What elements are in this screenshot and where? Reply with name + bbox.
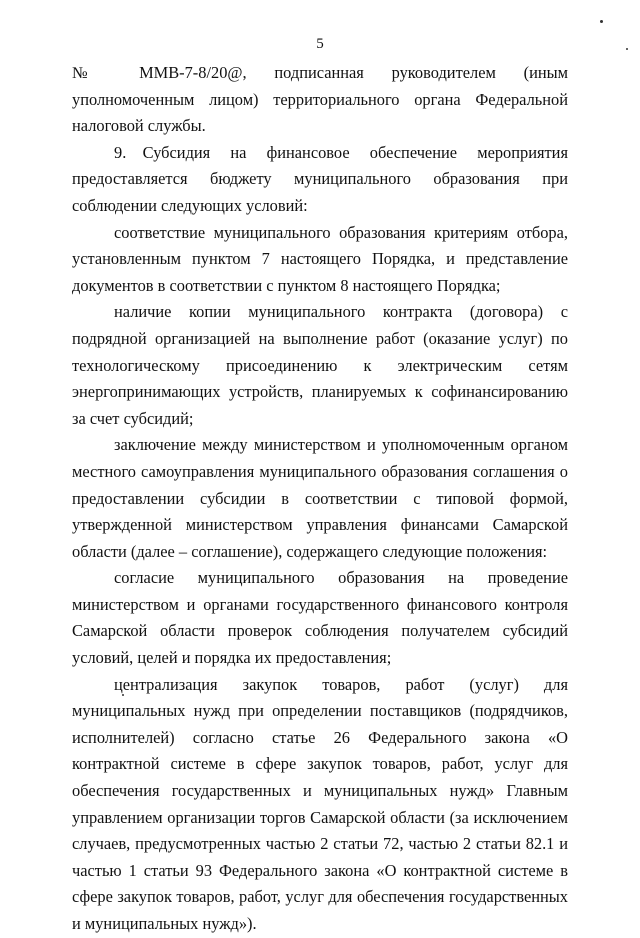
document-body <box>72 60 568 938</box>
paragraph-condition-criteria: соответствие муниципального образования критериям отбора, установленным пунктом 7 настоящего Порядка, и представление документов в соответствии с пунктом 8 настоящего Порядка; <box>72 222 568 295</box>
paragraph-condition-contract: наличие копии муниципального контракта (договора) с подрядной организацией на выполнение работ (оказание услуг) по технологическому присоединению к электрическим сетям энергопринимающих устройств, планируемых к софинансированию за счет субсидий; <box>72 302 568 428</box>
scan-speck <box>626 48 628 50</box>
paragraph-provision-consent: согласие муниципального образования на проведение министерством и органами государственного финансового контроля Самарской области проверок соблюдения получателем субсидий условий, целей и порядка их предоставления; <box>72 568 568 668</box>
paragraph-continuation: № ММВ-7-8/20@, подписанная руководителем (иным уполномоченным лицом) территориального органа Федеральной налоговой службы. <box>72 63 568 136</box>
paragraph-condition-agreement: заключение между министерством и уполномоченным органом местного самоуправления муниципального образования соглашения о предоставлении субсидии в соответствии с типовой формой, утвержденной министерством управления финансами Самарской области (далее – соглашение), содержащего следующие положения: <box>72 435 568 561</box>
scan-speck <box>600 20 603 23</box>
page-number: 5 <box>316 36 324 52</box>
scan-speck <box>122 694 124 696</box>
paragraph-provision-procurement: централизация закупок товаров, работ (услуг) для муниципальных нужд при определении поставщиков (подрядчиков, исполнителей) согласно статье 26 Федерального закона «О контрактной системе в сфере закупок товаров, работ, услуг для обеспечения государственных и муниципальных нужд» Главным управлением организации торгов Самарской области (за исключением случаев, предусмотренных частью 2 статьи 72, частью 2 статьи 82.1 и частью 1 статьи 93 Федерального закона «О контрактной системе в сфере закупок товаров, работ, услуг для обеспечения государственных и муниципальных нужд»). <box>72 674 568 933</box>
paragraph-item-9: 9. Субсидия на финансовое обеспечение мероприятия предоставляется бюджету муниципального образования при соблюдении следующих условий: <box>72 142 568 215</box>
